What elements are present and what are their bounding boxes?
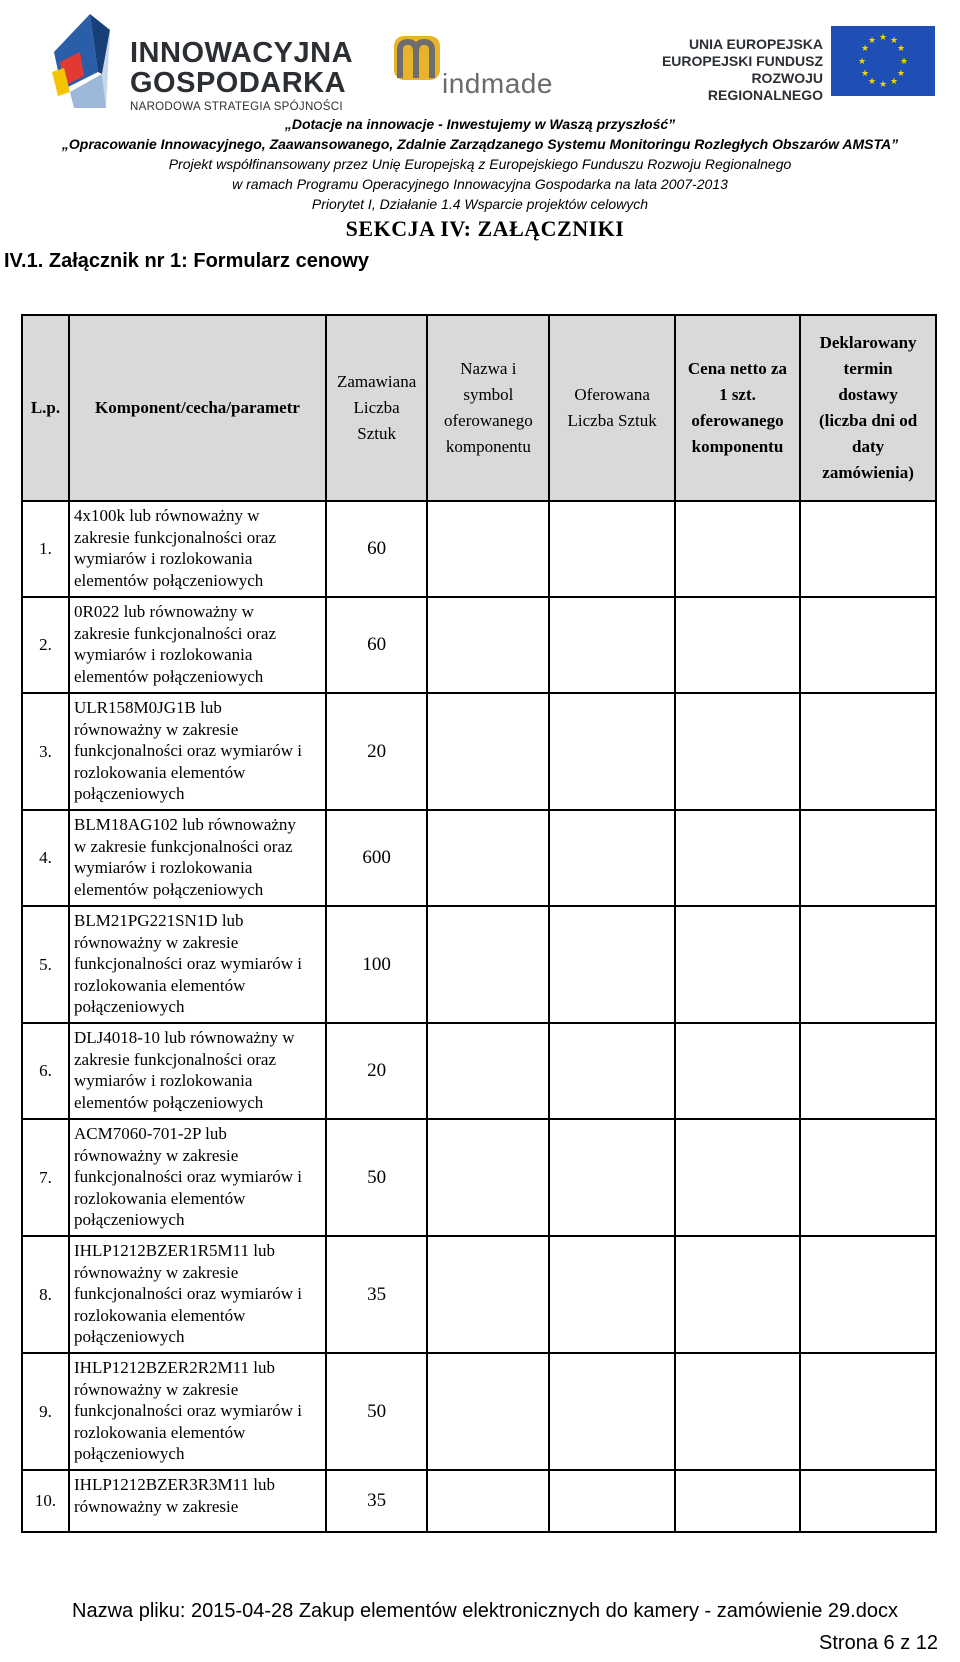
net-price-cell[interactable] — [675, 1236, 800, 1353]
component-description — [69, 1119, 326, 1236]
offered-name-cell[interactable] — [427, 501, 549, 597]
component-text-line: rozlokowania elementów — [74, 975, 246, 995]
row-number: 6. — [22, 1023, 69, 1119]
component-text-line: 0R022 lub równoważny w — [74, 602, 254, 621]
logo-text-strategia: NARODOWA STRATEGIA SPÓJNOŚCI — [130, 101, 343, 113]
component-text-line: połączeniowych — [74, 997, 185, 1016]
header-text-line: termin — [843, 359, 893, 378]
component-text-line: IHLP1212BZER1R5M11 lub — [74, 1241, 276, 1260]
component-text-line: funkcjonalności oraz wymiarów i — [74, 741, 303, 760]
row-number: 4. — [22, 810, 69, 906]
innowacyjna-gospodarka-logo — [50, 12, 360, 112]
footer-file-name: Nazwa pliku: 2015-04-28 Zakup elementów elektronicznych do kamery - zamówienie 29.docx — [72, 1600, 898, 1622]
component-text-line: wymiarów i rozlokowania — [74, 549, 253, 568]
offered-quantity-cell[interactable] — [549, 1353, 674, 1470]
component-description — [69, 1236, 326, 1353]
table-row — [22, 906, 936, 1023]
delivery-term-cell[interactable] — [800, 1470, 936, 1532]
logo-text-mindmade: indmade — [442, 68, 553, 99]
header-offered-qty — [549, 315, 674, 501]
net-price-cell[interactable] — [675, 810, 800, 906]
table-row — [22, 1470, 936, 1532]
delivery-term-cell[interactable] — [800, 906, 936, 1023]
svg-text:★: ★ — [896, 44, 906, 54]
table-header-row — [22, 315, 936, 501]
logo-text-rozwoju: ROZWOJU REGIONALNEGO — [707, 70, 823, 103]
header-text-line: Komponent/cecha/parametr — [95, 398, 300, 417]
offered-name-cell[interactable] — [427, 1470, 549, 1532]
component-text-line: wymiarów i rozlokowania — [74, 1071, 253, 1090]
table-body — [22, 501, 936, 1532]
header-text-line: dostawy — [838, 385, 898, 404]
header-text-line: Deklarowany — [819, 333, 917, 352]
header-text-line: Nazwa i — [460, 359, 517, 378]
delivery-term-cell[interactable] — [800, 810, 936, 906]
table-row — [22, 1119, 936, 1236]
offered-quantity-cell[interactable] — [549, 597, 674, 693]
component-text-line: elementów połączeniowych — [74, 879, 264, 899]
offered-quantity-cell[interactable] — [549, 1119, 674, 1236]
delivery-term-cell[interactable] — [800, 1119, 936, 1236]
row-number: 3. — [22, 693, 69, 810]
footer-page-number: Strona 6 z 12 — [819, 1632, 938, 1654]
svg-text:★: ★ — [889, 36, 899, 46]
component-text-line: równoważny w zakresie — [74, 1145, 239, 1165]
table-row — [22, 597, 936, 693]
offered-name-cell[interactable] — [427, 906, 549, 1023]
table-row — [22, 1236, 936, 1353]
component-text-line: równoważny w zakresie — [74, 1379, 239, 1399]
component-description — [69, 1353, 326, 1470]
component-description — [69, 1023, 326, 1119]
header-lp — [22, 315, 69, 501]
delivery-term-cell[interactable] — [800, 693, 936, 810]
header-text-line: komponentu — [445, 437, 531, 456]
component-text-line: IHLP1212BZER2R2M11 lub — [74, 1358, 276, 1377]
offered-quantity-cell[interactable] — [549, 906, 674, 1023]
component-text-line: połączeniowych — [74, 1444, 185, 1463]
delivery-term-cell[interactable] — [800, 597, 936, 693]
svg-text:★: ★ — [867, 36, 877, 46]
section-title: SEKCJA IV: ZAŁĄCZNIKI — [345, 216, 625, 241]
row-number: 8. — [22, 1236, 69, 1353]
offered-quantity-cell[interactable] — [549, 1023, 674, 1119]
logo-text-fundusz: EUROPEJSKI FUNDUSZ — [661, 53, 823, 69]
delivery-term-cell[interactable] — [800, 501, 936, 597]
table-row — [22, 1353, 936, 1470]
svg-text:★: ★ — [896, 69, 906, 79]
component-description — [69, 906, 326, 1023]
ordered-quantity: 35 — [326, 1236, 427, 1353]
attachment-title: IV.1. Załącznik nr 1: Formularz cenowy — [4, 250, 369, 272]
offered-quantity-cell[interactable] — [549, 1236, 674, 1353]
header-text-line: oferowanego — [691, 411, 784, 430]
component-text-line: DLJ4018-10 lub równoważny w — [74, 1028, 295, 1047]
offered-name-cell[interactable] — [427, 1353, 549, 1470]
eu-logo — [638, 26, 938, 102]
component-text-line: funkcjonalności oraz wymiarów i — [74, 954, 303, 973]
project-header — [0, 114, 960, 214]
svg-text:★: ★ — [878, 33, 888, 43]
offered-name-cell[interactable] — [427, 693, 549, 810]
offered-quantity-cell[interactable] — [549, 501, 674, 597]
header-text-line: Oferowana — [574, 385, 650, 404]
component-text-line: połączeniowych — [74, 1327, 185, 1346]
header-component — [69, 315, 326, 501]
component-text-line: wymiarów i rozlokowania — [74, 858, 253, 877]
component-text-line: BLM21PG221SN1D lub — [74, 911, 244, 930]
component-text-line: funkcjonalności oraz wymiarów i — [74, 1401, 303, 1420]
row-number: 9. — [22, 1353, 69, 1470]
component-text-line: elementów połączeniowych — [74, 570, 264, 590]
component-description — [69, 1470, 326, 1532]
header-text-line: zamówienia) — [822, 463, 914, 482]
component-text-line: równoważny w zakresie — [74, 1496, 239, 1516]
ordered-quantity: 35 — [326, 1470, 427, 1532]
header-text-line: Liczba — [353, 398, 400, 417]
header-text-line: Liczba Sztuk — [567, 411, 657, 430]
ordered-quantity: 50 — [326, 1353, 427, 1470]
component-text-line: funkcjonalności oraz wymiarów i — [74, 1167, 303, 1186]
component-text-line: IHLP1212BZER3R3M11 lub — [74, 1475, 276, 1494]
header-programme: w ramach Programu Operacyjnego Innowacyjna Gospodarka na lata 2007-2013 — [232, 176, 728, 192]
delivery-term-cell[interactable] — [800, 1353, 936, 1470]
ordered-quantity: 60 — [326, 597, 427, 693]
net-price-cell[interactable] — [675, 906, 800, 1023]
row-number: 10. — [22, 1470, 69, 1532]
logo-text-unia: UNIA EUROPEJSKA — [688, 36, 823, 52]
svg-text:★: ★ — [878, 80, 888, 90]
svg-text:★: ★ — [860, 44, 870, 54]
delivery-term-cell[interactable] — [800, 1023, 936, 1119]
row-number: 1. — [22, 501, 69, 597]
header-text-line: oferowanego — [443, 411, 533, 430]
net-price-cell[interactable] — [675, 1119, 800, 1236]
component-text-line: równoważny w zakresie — [74, 1262, 239, 1282]
table-row — [22, 501, 936, 597]
row-number: 5. — [22, 906, 69, 1023]
ordered-quantity: 20 — [326, 1023, 427, 1119]
table-row — [22, 693, 936, 810]
component-text-line: połączeniowych — [74, 784, 185, 803]
component-text-line: elementów połączeniowych — [74, 1092, 264, 1112]
header-net-price — [675, 315, 800, 501]
mindmade-logo — [392, 30, 572, 100]
header-cofinancing: Projekt współfinansowany przez Unię Europejską z Europejskiego Funduszu Rozwoju Regionalnego — [168, 156, 792, 172]
component-text-line: równoważny w zakresie — [74, 719, 239, 739]
header-project-title: „Opracowanie Innowacyjnego, Zaawansowanego, Zdalnie Zarządzanego Systemu Monitoringu Rozległych Obszarów AMSTA” — [61, 136, 899, 152]
header-text-line: Cena netto za — [687, 359, 788, 378]
offered-name-cell[interactable] — [427, 1119, 549, 1236]
offered-quantity-cell[interactable] — [549, 810, 674, 906]
offered-quantity-cell[interactable] — [549, 693, 674, 810]
header-text-line: symbol — [463, 385, 514, 404]
component-description — [69, 501, 326, 597]
logo-bar — [0, 0, 960, 115]
component-text-line: 4x100k lub równoważny w — [74, 506, 260, 525]
component-text-line: ACM7060-701-2P lub — [74, 1124, 227, 1143]
ordered-quantity: 600 — [326, 810, 427, 906]
price-form-table — [21, 314, 937, 1533]
offered-name-cell[interactable] — [427, 1023, 549, 1119]
component-text-line: elementów połączeniowych — [74, 666, 264, 686]
ordered-quantity: 20 — [326, 693, 427, 810]
header-text-line: komponentu — [691, 437, 784, 456]
component-text-line: rozlokowania elementów — [74, 762, 246, 782]
component-description — [69, 693, 326, 810]
header-text-line: Sztuk — [357, 424, 396, 443]
header-text-line: L.p. — [30, 398, 61, 417]
table-row — [22, 810, 936, 906]
component-text-line: rozlokowania elementów — [74, 1422, 246, 1442]
svg-text:★: ★ — [899, 57, 909, 67]
net-price-cell[interactable] — [675, 1353, 800, 1470]
svg-text:★: ★ — [867, 77, 877, 87]
ordered-quantity: 100 — [326, 906, 427, 1023]
component-text-line: BLM18AG102 lub równoważny — [74, 815, 296, 834]
header-ordered-qty — [326, 315, 427, 501]
component-text-line: ULR158M0JG1B lub — [74, 698, 222, 717]
eu-flag-icon — [831, 26, 935, 96]
header-text-line: Zamawiana — [336, 372, 417, 391]
svg-text:★: ★ — [860, 69, 870, 79]
component-text-line: połączeniowych — [74, 1210, 185, 1229]
svg-text:★: ★ — [889, 77, 899, 87]
component-text-line: rozlokowania elementów — [74, 1188, 246, 1208]
component-text-line: rozlokowania elementów — [74, 1305, 246, 1325]
ordered-quantity: 50 — [326, 1119, 427, 1236]
offered-name-cell[interactable] — [427, 810, 549, 906]
component-text-line: zakresie funkcjonalności oraz — [74, 527, 277, 547]
header-delivery-term — [800, 315, 936, 501]
component-text-line: funkcjonalności oraz wymiarów i — [74, 1284, 303, 1303]
logo-text-gospodarka: GOSPODARKA — [130, 67, 347, 99]
offered-quantity-cell[interactable] — [549, 1470, 674, 1532]
innowacyjna-gospodarka-emblem-icon — [50, 12, 130, 112]
mindmade-m-icon — [392, 30, 448, 100]
net-price-cell[interactable] — [675, 1023, 800, 1119]
header-text-line: (liczba dni od — [818, 411, 918, 430]
row-number: 7. — [22, 1119, 69, 1236]
header-slogan: „Dotacje na innowacje - Inwestujemy w Waszą przyszłość” — [284, 116, 676, 132]
header-text-line: 1 szt. — [719, 385, 756, 404]
component-text-line: w zakresie funkcjonalności oraz — [74, 836, 293, 856]
net-price-cell[interactable] — [675, 1470, 800, 1532]
svg-text:★: ★ — [857, 57, 867, 67]
table-row — [22, 1023, 936, 1119]
offered-name-cell[interactable] — [427, 597, 549, 693]
header-priority: Priorytet I, Działanie 1.4 Wsparcie projektów celowych — [311, 196, 649, 212]
price-form-table-wrapper — [21, 314, 937, 1533]
net-price-cell[interactable] — [675, 501, 800, 597]
row-number: 2. — [22, 597, 69, 693]
header-offered-name — [427, 315, 549, 501]
component-text-line: równoważny w zakresie — [74, 932, 239, 952]
delivery-term-cell[interactable] — [800, 1236, 936, 1353]
net-price-cell[interactable] — [675, 693, 800, 810]
net-price-cell[interactable] — [675, 597, 800, 693]
component-description — [69, 597, 326, 693]
component-description — [69, 810, 326, 906]
component-text-line: zakresie funkcjonalności oraz — [74, 1049, 277, 1069]
offered-name-cell[interactable] — [427, 1236, 549, 1353]
ordered-quantity: 60 — [326, 501, 427, 597]
logo-text-innowacyjna: INNOWACYJNA — [130, 37, 354, 69]
component-text-line: wymiarów i rozlokowania — [74, 645, 253, 664]
component-text-line: zakresie funkcjonalności oraz — [74, 623, 277, 643]
header-text-line: daty — [852, 437, 885, 456]
